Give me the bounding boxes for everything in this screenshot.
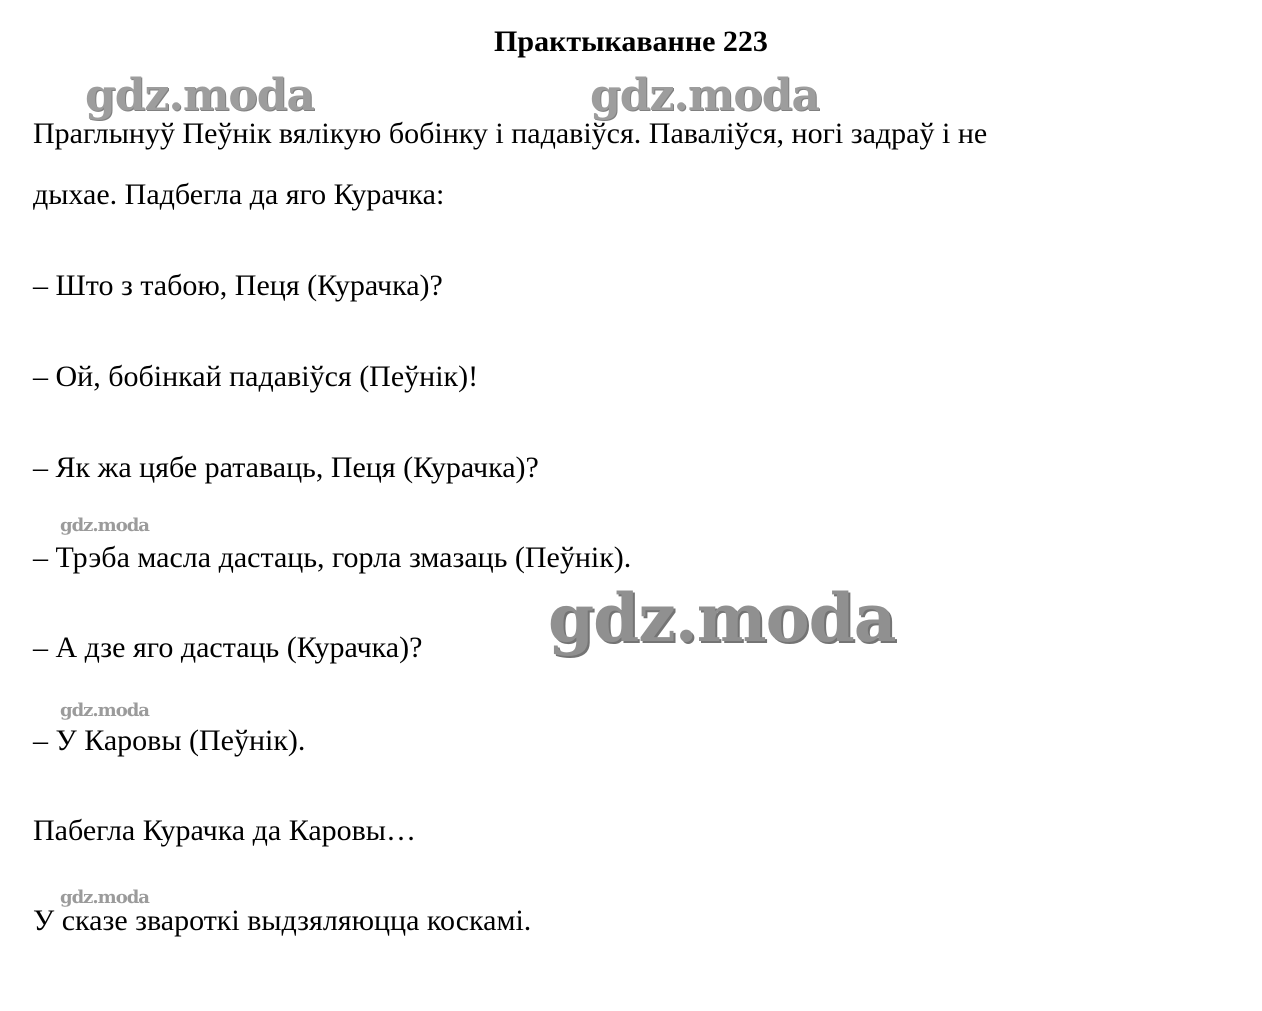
watermark-center-large: gdz.moda [548, 579, 896, 657]
note-line: У сказе звароткі выдзяляюцца коскамі. [33, 904, 532, 937]
text-line: дыхае. Падбегла да яго Курачка: [33, 178, 445, 211]
dialogue-line: – Што з табою, Пеця (Курачка)? [33, 269, 443, 302]
watermark-small: gdz.moda [60, 887, 149, 908]
dialogue-line: – Трэба масла дастаць, горла змазаць (Пеўнік). [33, 541, 632, 574]
watermark-small: gdz.moda [60, 700, 149, 721]
watermark-top-left: gdz.moda [85, 70, 315, 121]
page-title: Практыкаванне 223 [494, 25, 768, 58]
text-line: Пабегла Курачка да Каровы… [33, 814, 416, 847]
dialogue-line: – Як жа цябе ратаваць, Пеця (Курачка)? [33, 451, 539, 484]
dialogue-line: – У Каровы (Пеўнік). [33, 724, 306, 757]
watermark-small: gdz.moda [60, 515, 149, 536]
dialogue-line: – Ой, бобінкай падавіўся (Пеўнік)! [33, 360, 479, 393]
dialogue-line: – А дзе яго дастаць (Курачка)? [33, 631, 423, 664]
text-line: Праглынуў Пеўнік вялікую бобінку і падавіўся. Паваліўся, ногі задраў і не [33, 117, 988, 150]
watermark-top-center: gdz.moda [590, 70, 820, 121]
